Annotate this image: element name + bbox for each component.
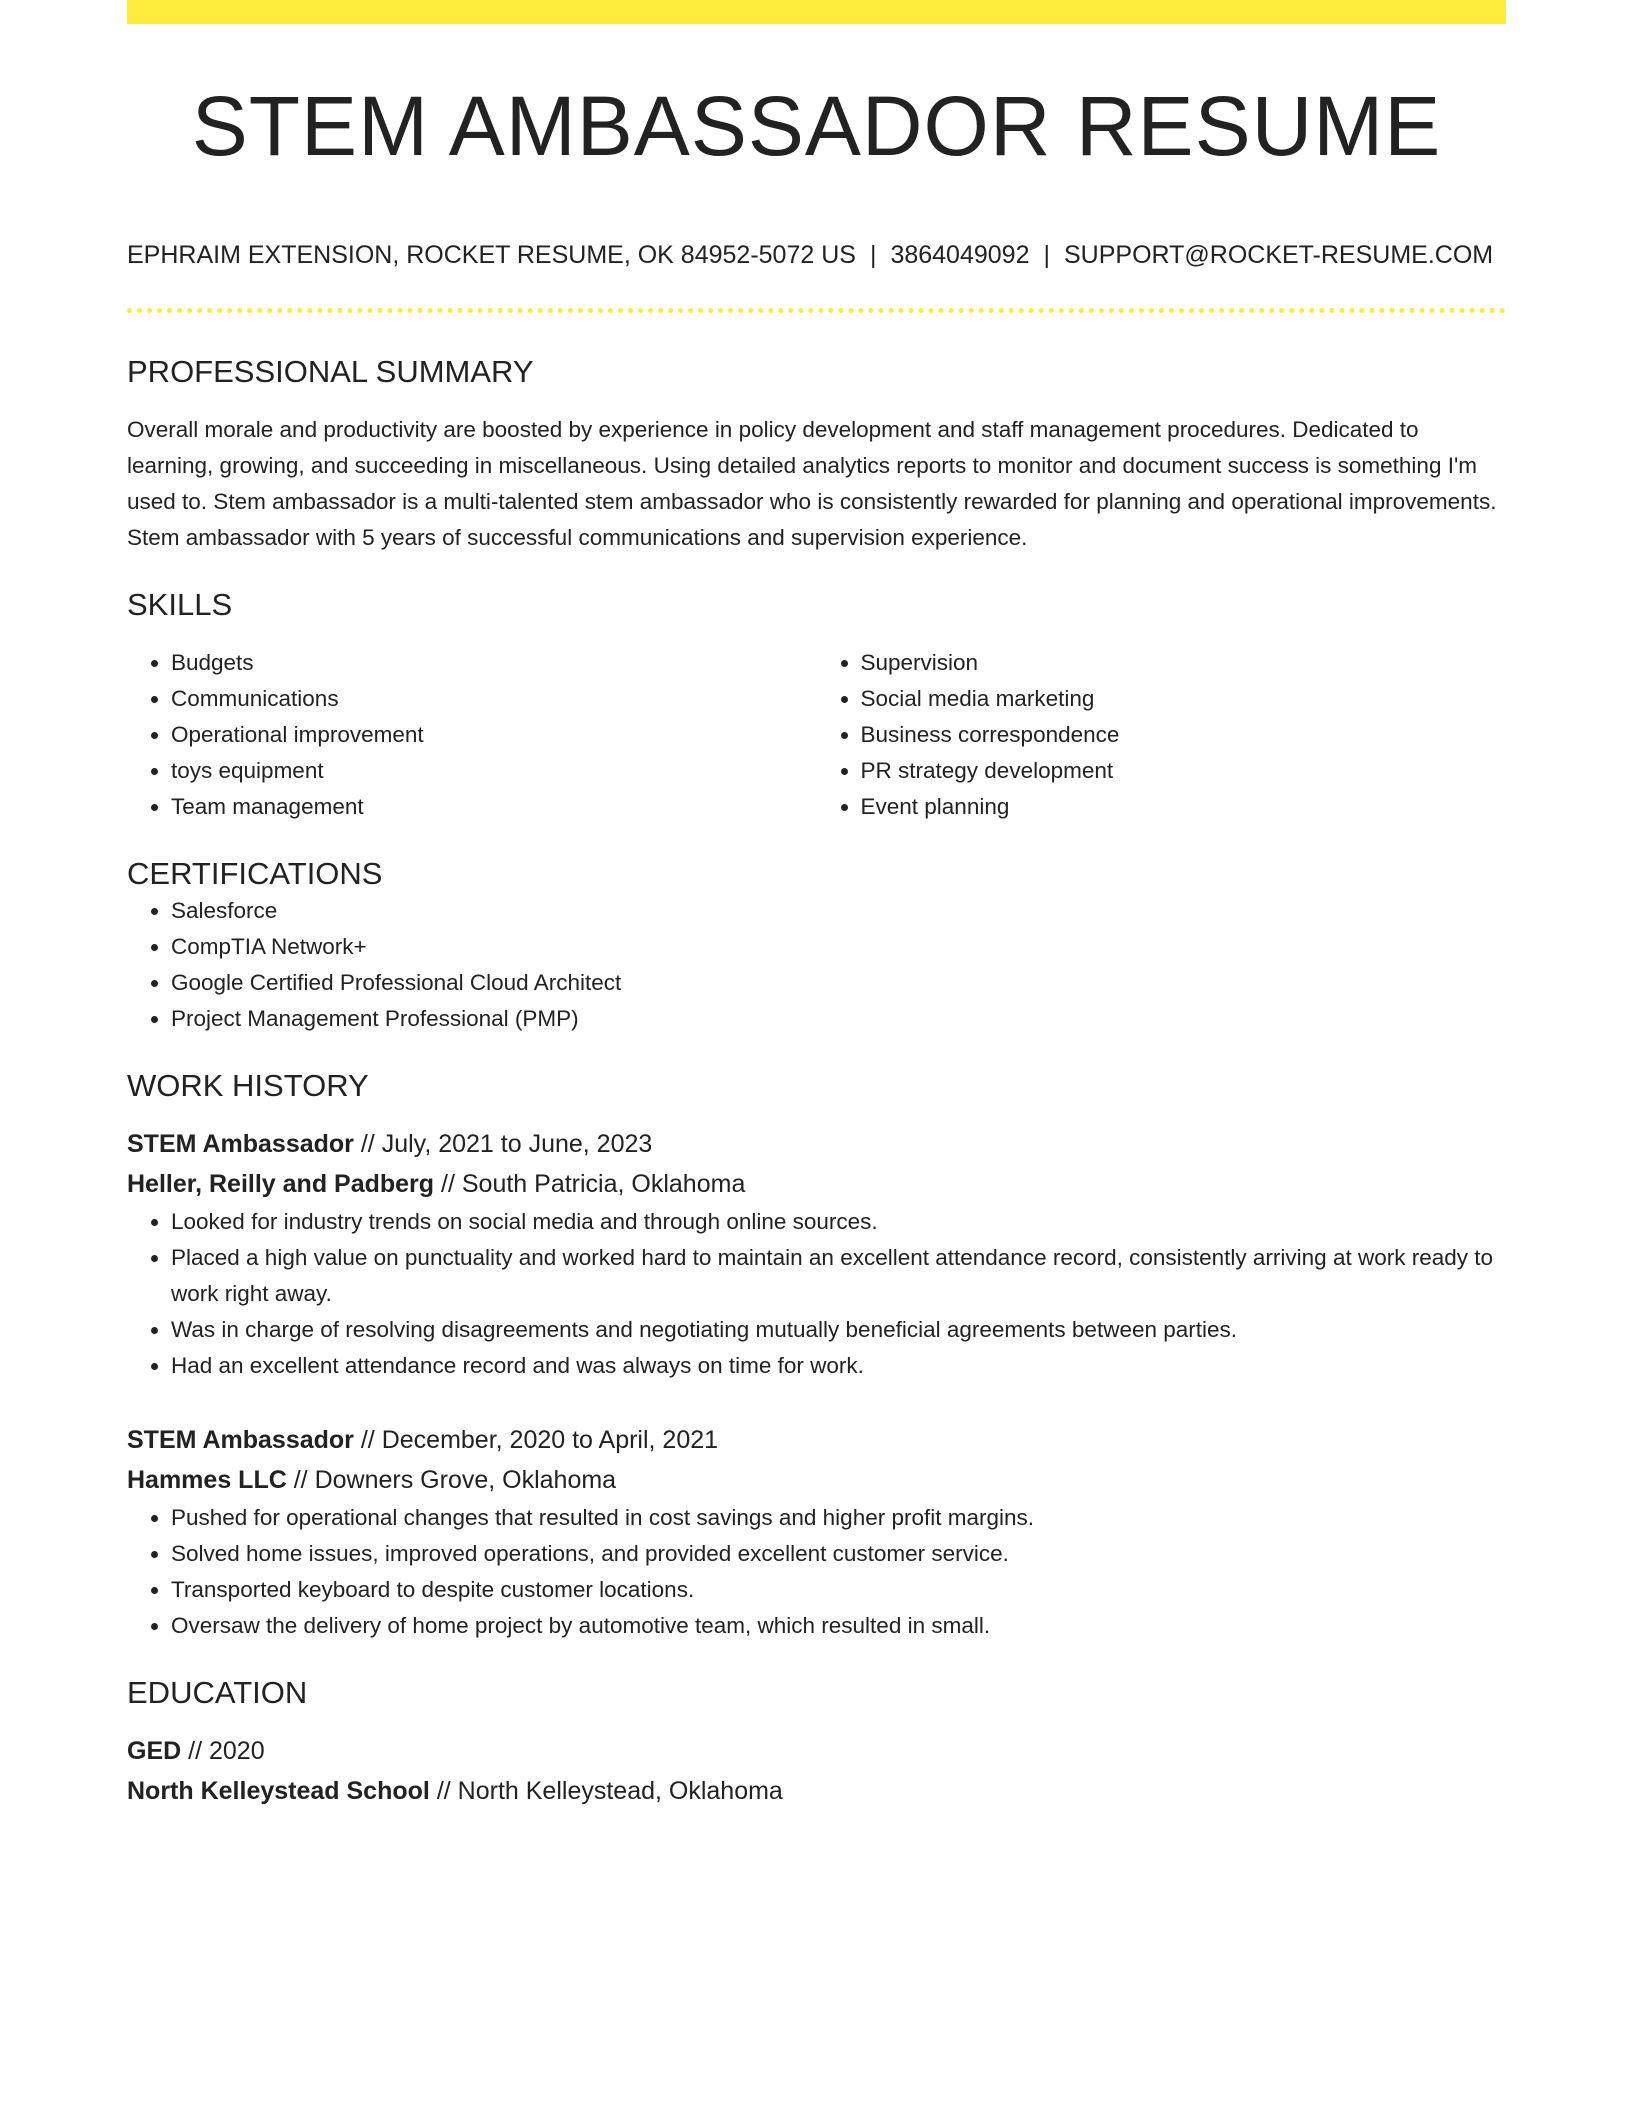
skill-item: • Social media marketing <box>861 681 1507 717</box>
job-title-line <box>127 1124 1506 1164</box>
top-accent-bar <box>127 0 1506 24</box>
job-location: South Patricia, Oklahoma <box>461 1169 746 1198</box>
job-company-line <box>127 1164 1506 1204</box>
education-year: 2020 <box>209 1736 265 1765</box>
education-degree-line <box>127 1731 1506 1771</box>
skill-item: • toys equipment <box>171 753 817 789</box>
job-bullet: • Placed a high value on punctuality and worked hard to maintain an excellent attendance record, consistently arriving at work ready to work right away. <box>171 1240 1506 1312</box>
dotted-divider <box>127 308 1506 313</box>
job-bullet: • Oversaw the delivery of home project by automotive team, which resulted in small. <box>171 1608 1506 1644</box>
skills-list-left <box>127 645 817 825</box>
education-location: North Kelleystead, Oklahoma <box>457 1776 783 1805</box>
skills-list-right <box>817 645 1507 825</box>
skill-item: • Event planning <box>861 789 1507 825</box>
education-heading: EDUCATION <box>127 1674 308 1710</box>
summary-text: Overall morale and productivity are boosted by experience in policy development and staff management procedures. Dedicated to learning, growing, and succeeding in miscellaneous. Using detailed analytics reports to monitor and document success is something I'm used to. Stem ambassador is a multi-talented stem ambassador who is consistently rewarded for planning and operational improvements. Stem ambassador with 5 years of successful communications and supervision experience. <box>127 417 1497 551</box>
job-bullets <box>127 1500 1506 1644</box>
certification-item: • CompTIA Network+ <box>171 929 1506 965</box>
job-dates: July, 2021 to June, 2023 <box>381 1129 653 1158</box>
job-title: STEM Ambassador <box>127 1425 354 1454</box>
skill-item: • Operational improvement <box>171 717 817 753</box>
job-bullet: • Solved home issues, improved operations, and provided excellent customer service. <box>171 1536 1506 1572</box>
job-separator: // <box>360 1425 375 1454</box>
certification-item: • Salesforce <box>171 893 1506 929</box>
resume-page <box>127 0 1506 1811</box>
skill-item: • PR strategy development <box>861 753 1507 789</box>
job-separator: // <box>293 1465 308 1494</box>
resume-title: STEM AMBASSADOR RESUME <box>191 79 1442 173</box>
contact-separator: | <box>1043 241 1050 269</box>
job-bullet: • Pushed for operational changes that resulted in cost savings and higher profit margins. <box>171 1500 1506 1536</box>
job-dates: December, 2020 to April, 2021 <box>381 1425 719 1454</box>
education-school: North Kelleystead School <box>127 1776 430 1805</box>
job-bullet: • Looked for industry trends on social media and through online sources. <box>171 1204 1506 1240</box>
job-bullet: • Was in charge of resolving disagreements and negotiating mutually beneficial agreements between parties. <box>171 1312 1506 1348</box>
job-company-line <box>127 1460 1506 1500</box>
summary-heading: PROFESSIONAL SUMMARY <box>127 354 534 389</box>
job-title: STEM Ambassador <box>127 1129 354 1158</box>
skill-item: • Communications <box>171 681 817 717</box>
certifications-heading: CERTIFICATIONS <box>127 856 383 892</box>
skill-item: • Budgets <box>171 645 817 681</box>
skill-item: • Team management <box>171 789 817 825</box>
job-company: Heller, Reilly and Padberg <box>127 1169 435 1198</box>
skill-item: • Business correspondence <box>861 717 1507 753</box>
contact-separator: | <box>869 241 877 269</box>
work-history-heading: WORK HISTORY <box>127 1067 369 1103</box>
skills-columns <box>127 645 1506 825</box>
job-separator: // <box>360 1129 375 1158</box>
contact-address: EPHRAIM EXTENSION, ROCKET RESUME, OK 84952-5072 US <box>127 241 856 269</box>
contact-line <box>127 240 1506 270</box>
job-company: Hammes LLC <box>127 1465 287 1494</box>
education-separator: // <box>436 1776 451 1805</box>
education-separator: // <box>188 1736 203 1765</box>
contact-email: SUPPORT@ROCKET-RESUME.COM <box>1063 241 1494 269</box>
contact-phone: 3864049092 <box>890 241 1030 269</box>
job-separator: // <box>441 1169 455 1198</box>
job-location: Downers Grove, Oklahoma <box>314 1465 617 1494</box>
education-degree: GED <box>127 1736 182 1765</box>
job-bullet: • Transported keyboard to despite customer locations. <box>171 1572 1506 1608</box>
job-bullet: • Had an excellent attendance record and was always on time for work. <box>171 1348 1506 1384</box>
skills-heading: SKILLS <box>127 587 233 623</box>
job-title-line <box>127 1420 1506 1460</box>
certification-item: • Google Certified Professional Cloud Architect <box>171 965 1506 1001</box>
skill-item: • Supervision <box>861 645 1507 681</box>
job-bullets <box>127 1204 1506 1384</box>
education-school-line <box>127 1771 1506 1811</box>
certification-item: • Project Management Professional (PMP) <box>171 1001 1506 1037</box>
certifications-list <box>127 893 1506 1037</box>
